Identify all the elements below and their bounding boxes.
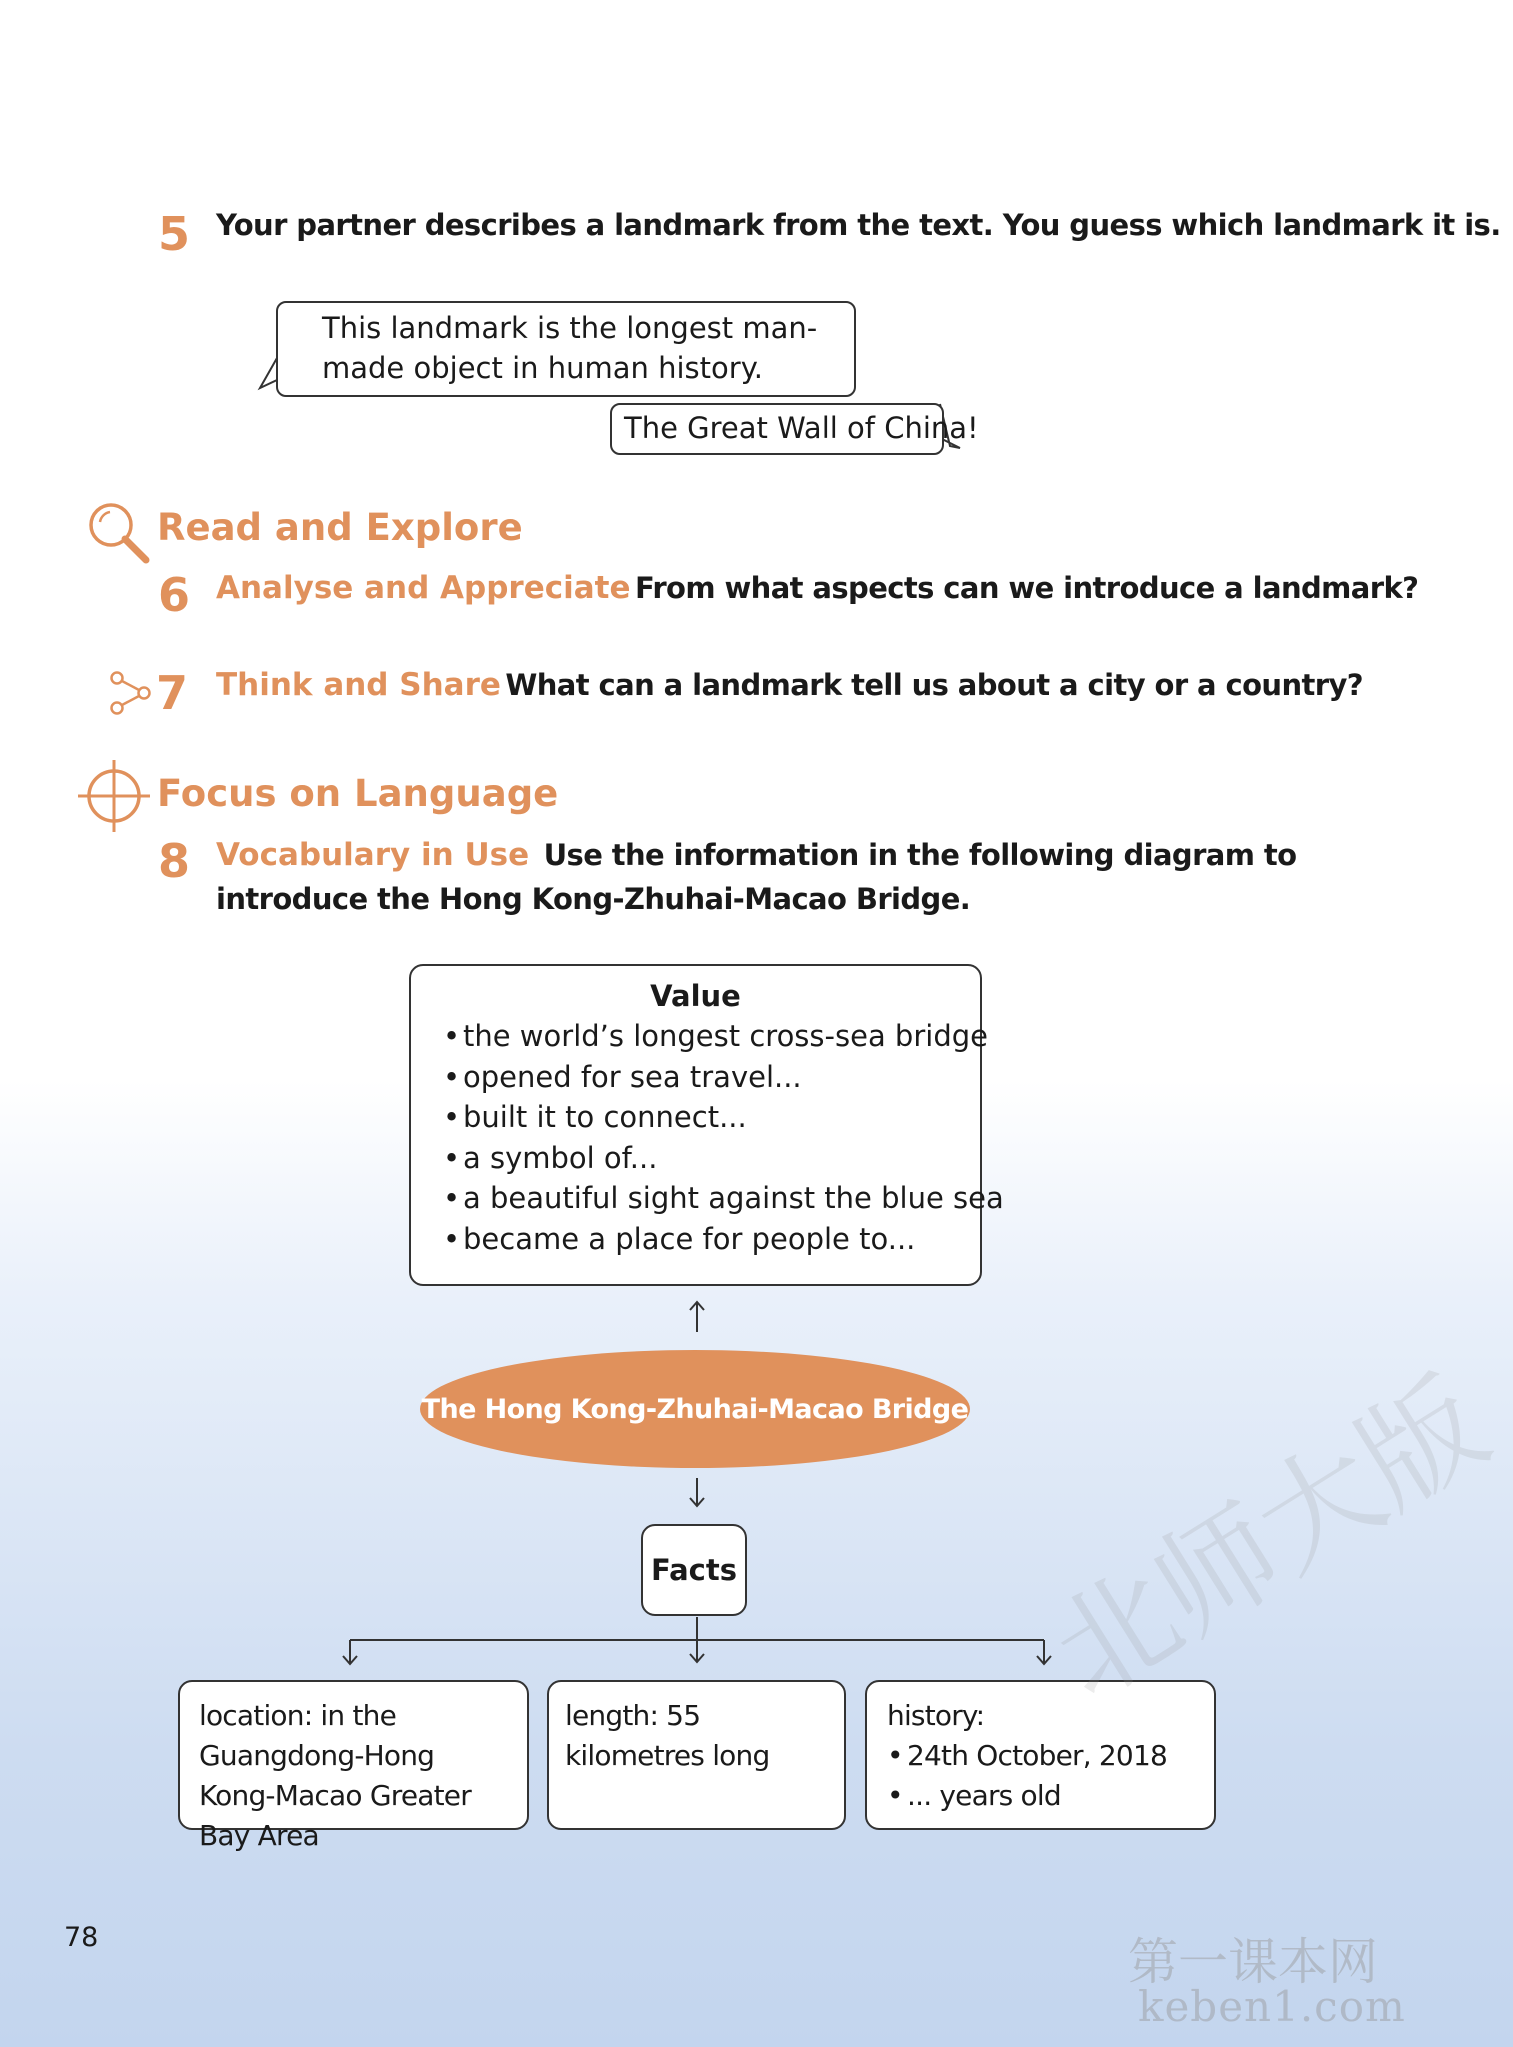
value-item: • a beautiful sight against the blue sea [443,1178,980,1219]
fact-length-text: length: 55 kilometres long [565,1699,770,1772]
watermark-stamp: 北师大版 [1029,1353,1511,1726]
center-label: The Hong Kong-Zhuhai-Macao Bridge [421,1393,969,1425]
fact-history-label: history: [887,1699,985,1732]
exercise-5-prompt: Your partner describes a landmark from the text. You guess which landmark it is. [216,208,1501,242]
watermark-line-1: 第一课本网 [1128,1933,1378,1991]
exercise-6-number: 6 [158,568,191,622]
fact-location-text: location: in the Guangdong-Hong Kong-Macao Greater Bay Area [199,1699,471,1852]
value-item: • a symbol of... [443,1138,980,1179]
exercise-8-instruction-2: introduce the Hong Kong-Zhuhai-Macao Bridge. [216,882,971,916]
fact-history-item: • ... years old [887,1776,1204,1816]
value-item: • opened for sea travel... [443,1057,980,1098]
speech-bubble-2-text: The Great Wall of China! [624,411,979,445]
section-title-focus-language: Focus on Language [157,772,559,815]
facts-box [641,1524,747,1616]
watermark-line-2: keben1.com [1138,1982,1406,2031]
fact-location-box [178,1680,529,1852]
center-ellipse [420,1350,970,1468]
section-title-read-explore: Read and Explore [157,506,523,549]
fact-history-list [887,1736,1204,1816]
page-number: 78 [64,1922,99,1953]
exercise-7-question: What can a landmark tell us about a city or a country? [505,668,1363,702]
value-item: • became a place for people to... [443,1219,980,1260]
facts-title: Facts [651,1553,737,1587]
exercise-8-label: Vocabulary in Use [216,837,530,873]
value-item: • the world’s longest cross-sea bridge [443,1016,980,1057]
exercise-7-number: 7 [156,666,189,720]
exercise-5-number: 5 [158,207,191,261]
exercise-8-number: 8 [158,834,191,888]
speech-bubble-1-text: This landmark is the longest man-made object in human history. [322,311,818,385]
exercise-6-label: Analyse and Appreciate [216,570,631,606]
exercise-7-label: Think and Share [216,667,501,703]
value-title: Value [650,979,741,1013]
value-item: • built it to connect... [443,1097,980,1138]
fact-length-box [547,1680,846,1830]
fact-history-box [865,1680,1216,1830]
fact-history-item: • 24th October, 2018 [887,1736,1204,1776]
exercise-6-question: From what aspects can we introduce a landmark? [634,571,1419,605]
exercise-8-instruction-1: Use the information in the following diagram to [543,838,1297,872]
